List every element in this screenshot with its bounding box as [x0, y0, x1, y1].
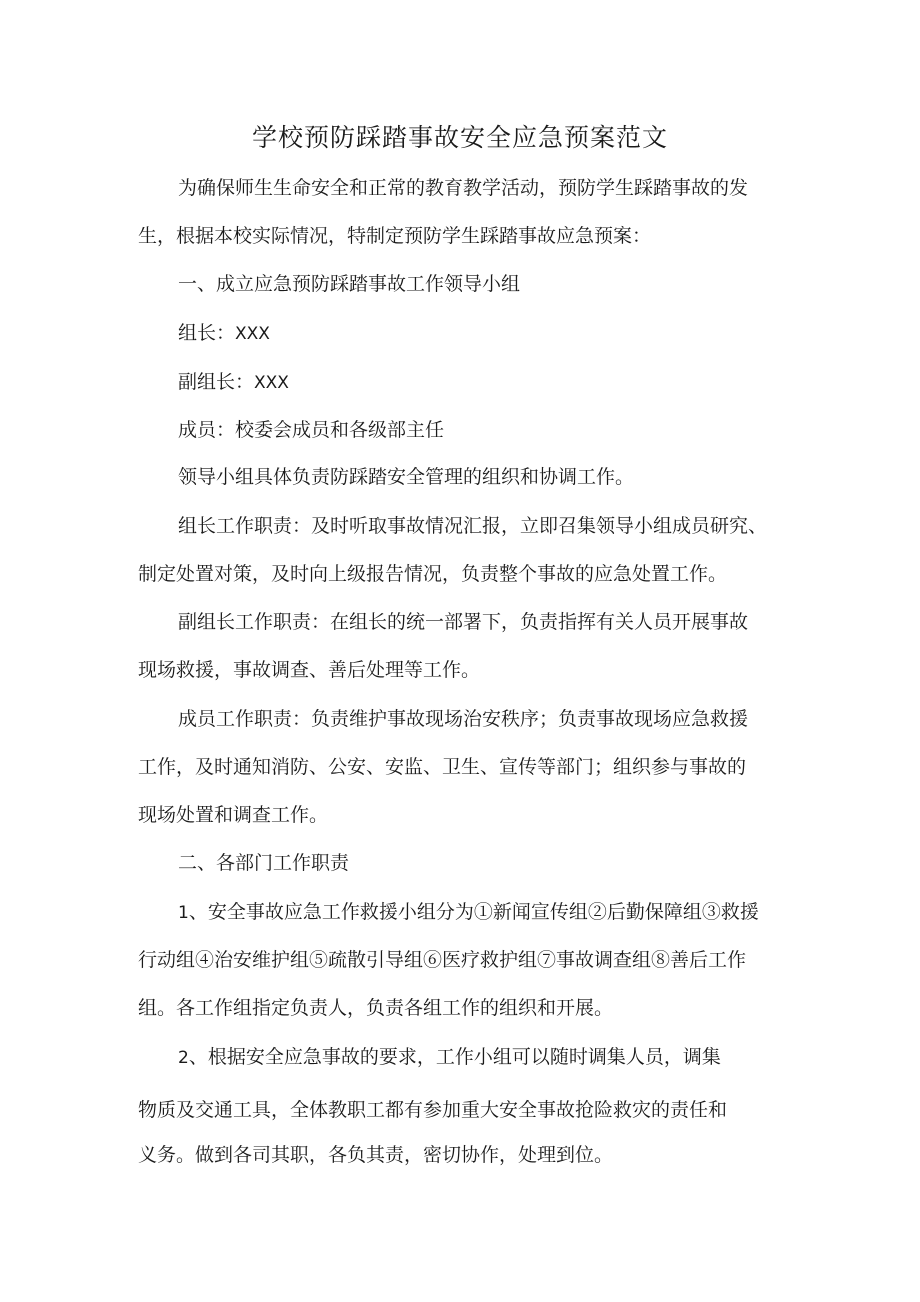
deputy-value: XXX [254, 373, 289, 393]
section2-heading: 二、各部门工作职责 [178, 852, 350, 874]
item2-number: 2 [178, 1048, 189, 1068]
member-duty-line-3: 现场处置和调查工作。 [138, 804, 329, 826]
leader-duty-line-2: 制定处置对策，及时向上级报告情况，负责整个事故的应急处置工作。 [138, 563, 728, 585]
leader-line [178, 319, 270, 348]
item2-line-1 [178, 1043, 721, 1072]
item2-line-2: 物质及交通工具，全体教职工都有参加重大安全事故抢险救灾的责任和 [138, 1099, 728, 1121]
item1-text: 、安全事故应急工作救援小组分为①新闻宣传组②后勤保障组③救援 [188, 901, 759, 923]
deputy-duty-line-2: 现场救援，事故调查、善后处理等工作。 [138, 659, 481, 681]
item1-line-3: 组。各工作组指定负责人，负责各组工作的组织和开展。 [138, 997, 614, 1019]
item2-line-3: 义务。做到各司其职，各负其责，密切协作，处理到位。 [138, 1144, 614, 1166]
members-line: 成员：校委会成员和各级部主任 [178, 419, 445, 441]
member-duty-line-1: 成员工作职责：负责维护事故现场治安秩序；负责事故现场应急救援 [178, 708, 749, 730]
leader-label: 组长： [178, 322, 236, 344]
intro-line-1: 为确保师生生命安全和正常的教育教学活动，预防学生踩踏事故的发 [178, 177, 749, 199]
item1-number: 1 [178, 903, 189, 923]
intro-line-2: 生，根据本校实际情况，特制定预防学生踩踏事故应急预案： [138, 225, 652, 247]
group-duty: 领导小组具体负责防踩踏安全管理的组织和协调工作。 [178, 466, 635, 488]
item2-text: 、根据安全应急事故的要求，工作小组可以随时调集人员，调集 [188, 1046, 721, 1068]
document-title: 学校预防踩踏事故安全应急预案范文 [251, 123, 668, 152]
deputy-duty-line-1: 副组长工作职责：在组长的统一部署下，负责指挥有关人员开展事故 [178, 611, 749, 633]
leader-value: XXX [235, 324, 270, 344]
member-duty-line-2: 工作，及时通知消防、公安、安监、卫生、宣传等部门；组织参与事故的 [138, 756, 747, 778]
deputy-line [178, 368, 289, 397]
leader-duty-line-1: 组长工作职责：及时听取事故情况汇报，立即召集领导小组成员研究、 [178, 515, 768, 537]
item1-line-1 [178, 898, 759, 927]
deputy-label: 副组长： [178, 371, 255, 393]
section1-heading: 一、成立应急预防踩踏事故工作领导小组 [178, 273, 521, 295]
item1-line-2: 行动组④治安维护组⑤疏散引导组⑥医疗救护组⑦事故调查组⑧善后工作 [138, 949, 747, 971]
